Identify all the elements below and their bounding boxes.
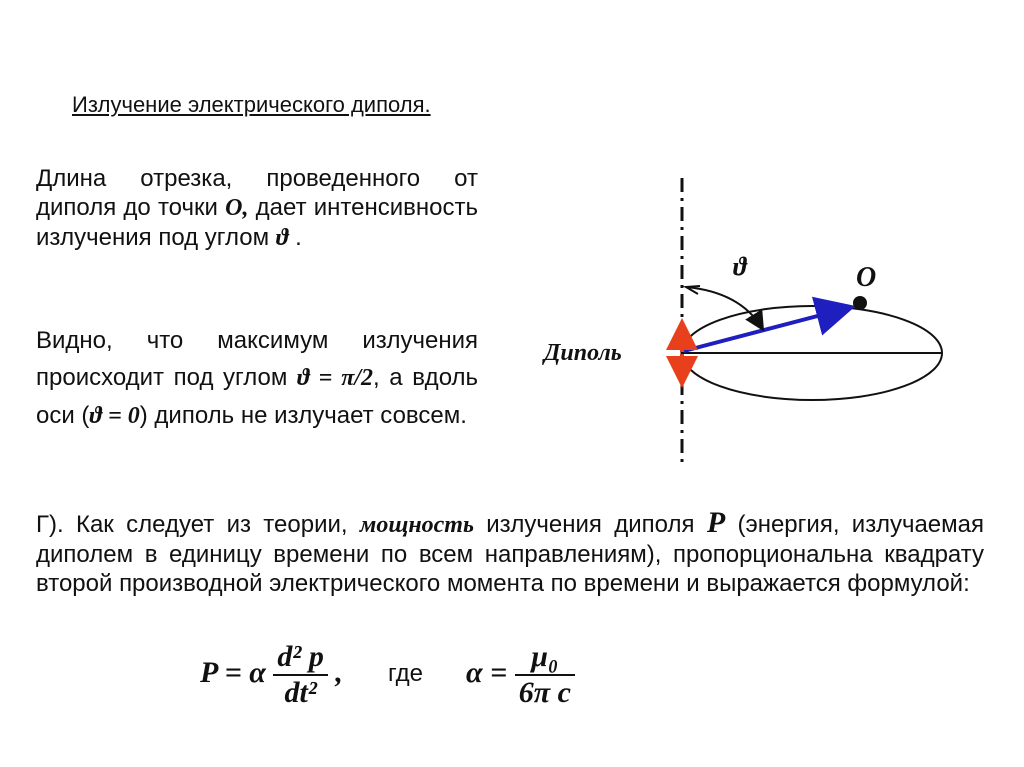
power-formula: P = α $\frac{\text{d² p}}{\text{dt²}}$ , (200, 640, 343, 709)
theta-zero-formula: ϑ = 0 (89, 403, 140, 429)
alpha-formula: α = $\frac{\text{μ₀}}{\text{6π c}}$ (466, 640, 575, 710)
paragraph-maximum: Видно, что максимум излучения происходит под углом ϑ = π/2, а вдоль оси (ϑ = 0) диполь не излучает совсем. (36, 327, 479, 429)
paragraph-power: Г). Как следует из теории, мощность излучения диполя P (энергия, излучаемая диполем в единицу времени по всем направлениям), пропорциональна квадрату второй производной электрического момента по времени и выражается формулой: (36, 506, 984, 597)
where-word: где (388, 660, 424, 687)
power-symbol: P (706, 506, 726, 539)
paragraph-intensity: Длина отрезка, проведенного от диполя до точки О, дает интенсивность излучения под углом ϑ . (36, 165, 478, 251)
slide-title: Излучение электрического диполя. (72, 92, 431, 117)
theta-symbol: ϑ (275, 225, 289, 251)
point-o-label: O (856, 262, 877, 293)
point-o-symbol: О, (225, 195, 249, 221)
theta-label: ϑ (733, 252, 747, 281)
emphasis-power: мощность (359, 512, 474, 538)
power-fraction: $\frac{\text{d² p}}{\text{dt²}}$ (273, 640, 328, 710)
intensity-arrow (684, 308, 848, 351)
point-o (853, 296, 867, 310)
alpha-fraction: $\frac{\text{μ₀}}{\text{6π c}}$ (515, 640, 575, 710)
theta-pi-half-formula: ϑ = π/2 (297, 365, 373, 391)
dipole-label: Диполь (544, 340, 622, 366)
